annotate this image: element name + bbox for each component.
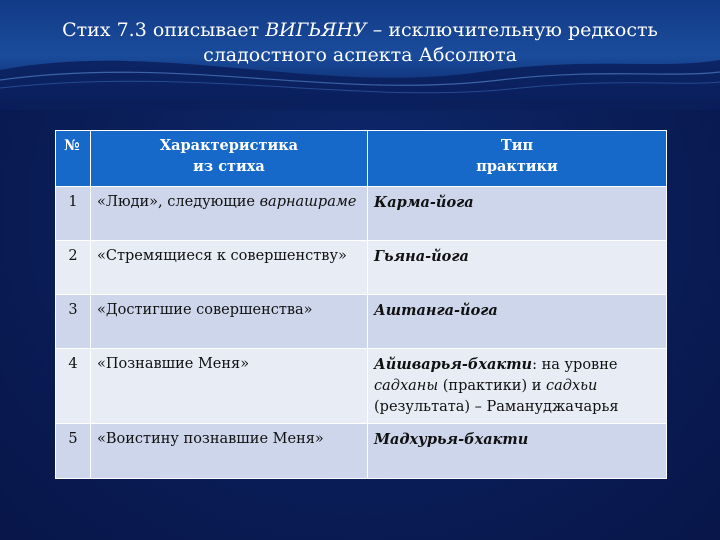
characteristic-text: «Стремящиеся к совершенству» bbox=[97, 248, 347, 264]
row-practice-type bbox=[368, 187, 667, 241]
title-line1-prefix: Стих 7.3 описывает bbox=[62, 19, 266, 41]
title-emphasis: ВИГЬЯНУ bbox=[265, 19, 367, 41]
row-characteristic bbox=[91, 349, 368, 424]
row-number: 4 bbox=[56, 349, 91, 424]
title-line2: сладостного аспекта Абсолюта bbox=[203, 44, 517, 66]
practice-name: Аштанга-йога bbox=[374, 302, 498, 319]
practice-name: Мадхурья-бхакти bbox=[374, 431, 529, 448]
table-row bbox=[56, 241, 667, 295]
header-characteristic-line2: из стиха bbox=[193, 158, 265, 175]
practice-name: Айшварья-бхакти bbox=[374, 356, 533, 373]
header-number: № bbox=[56, 131, 91, 187]
table-row bbox=[56, 424, 667, 479]
row-practice-type bbox=[368, 241, 667, 295]
row-number: 1 bbox=[56, 187, 91, 241]
row-characteristic bbox=[91, 241, 368, 295]
table-header-row bbox=[56, 131, 667, 187]
row-characteristic bbox=[91, 187, 368, 241]
practice-detail: (результата) – Рамануджачарья bbox=[374, 399, 619, 415]
header-characteristic bbox=[91, 131, 368, 187]
row-number: 3 bbox=[56, 295, 91, 349]
header-characteristic-line1: Характеристика bbox=[159, 137, 299, 154]
header-type-line1: Тип bbox=[500, 137, 534, 154]
practice-detail: : на уровне bbox=[532, 357, 618, 373]
practice-name: Карма-йога bbox=[374, 194, 474, 211]
row-number: 2 bbox=[56, 241, 91, 295]
table-row bbox=[56, 187, 667, 241]
practice-table bbox=[55, 130, 666, 479]
characteristic-text: «Люди», следующие bbox=[97, 194, 260, 210]
row-practice-type bbox=[368, 295, 667, 349]
row-characteristic bbox=[91, 424, 368, 479]
practice-detail-italic: садханы bbox=[374, 378, 439, 394]
row-number: 5 bbox=[56, 424, 91, 479]
characteristic-italic: варнашраме bbox=[259, 194, 357, 210]
slide-title bbox=[20, 18, 700, 68]
row-characteristic bbox=[91, 295, 368, 349]
characteristic-text: «Познавшие Меня» bbox=[97, 356, 250, 372]
header-type-line2: практики bbox=[476, 158, 558, 175]
characteristic-text: «Воистину познавшие Меня» bbox=[97, 431, 324, 447]
practice-name: Гьяна-йога bbox=[374, 248, 469, 265]
row-practice-type bbox=[368, 349, 667, 424]
practice-detail: (практики) и bbox=[438, 378, 547, 394]
practice-detail-italic: садхьи bbox=[546, 378, 598, 394]
table-row bbox=[56, 349, 667, 424]
row-practice-type bbox=[368, 424, 667, 479]
title-line1-suffix: – исключительную редкость bbox=[366, 19, 658, 41]
characteristic-text: «Достигшие совершенства» bbox=[97, 302, 313, 318]
table-row bbox=[56, 295, 667, 349]
header-practice-type bbox=[368, 131, 667, 187]
